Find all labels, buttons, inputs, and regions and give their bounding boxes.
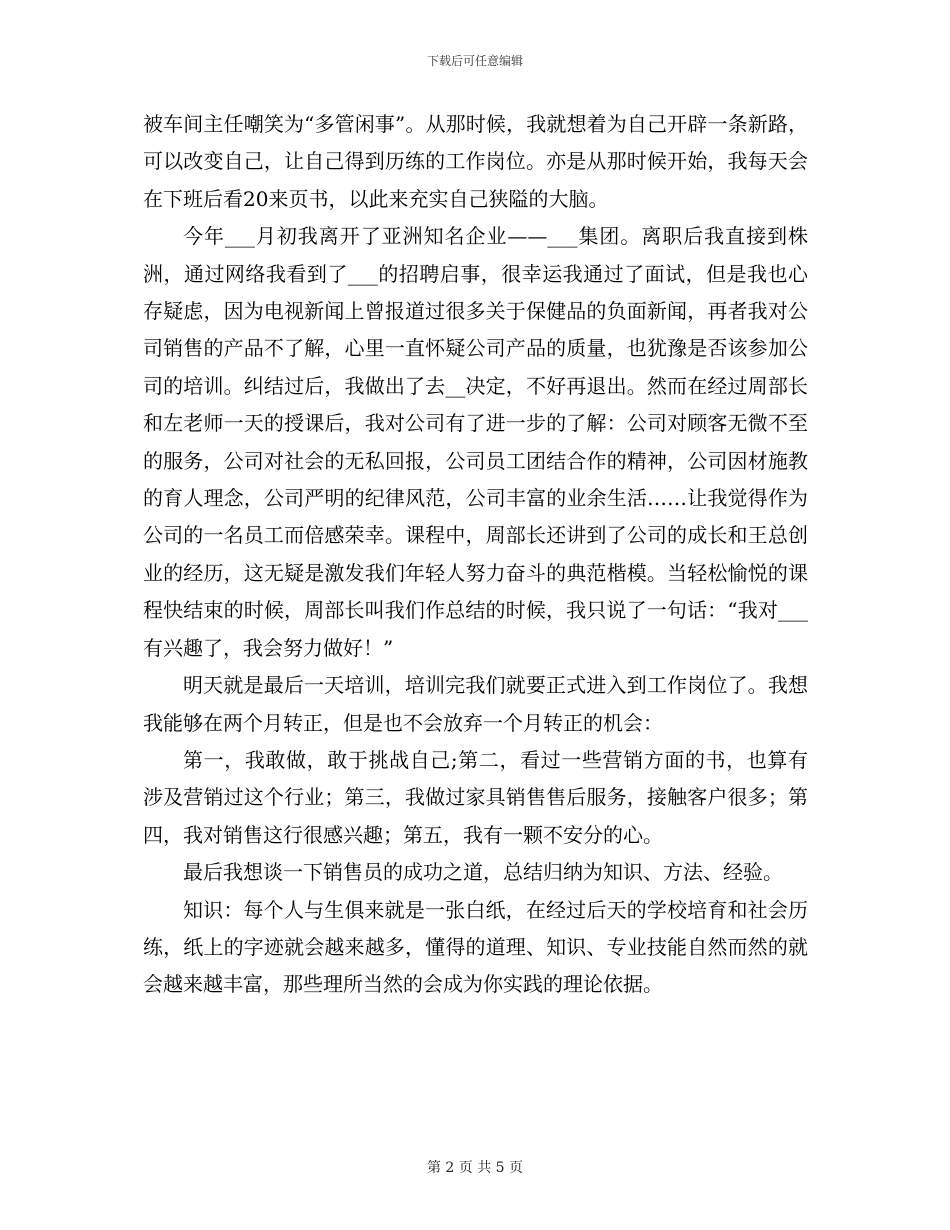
page-header: 下载后可任意编辑 xyxy=(426,54,523,68)
paragraph-3: 明天就是最后一天培训，培训完我们就要正式进入到工作岗位了。我想我能够在两个月转正，但是也不会放弃一个月转正的机会： xyxy=(143,673,808,735)
paragraph-2: 今年___月初我离开了亚洲知名企业——___集团。离职后我直接到株洲，通过网络我看到了___的招聘启事，很幸运我通过了面试，但是我也心存疑虑，因为电视新闻上曾报道过很多关于保健品的负面新闻，再者我对公司销售的产品不了解，心里一直怀疑公司产品的质量，也犹豫是否该参加公司的培训。纠结过后，我做出了去__决定，不好再退出。然而在经过周部长和左老师一天的授课后，我对公司有了进一步的了解：公司对顾客无微不至的服务，公司对社会的无私回报，公司员工团结合作的精神，公司因材施教的育人理念，公司严明的纪律风范，公司丰富的业余生活……让我觉得作为公司的一名员工而倍感荣幸。课程中，周部长还讲到了公司的成长和王总创业的经历，这无疑是激发我们年轻人努力奋斗的典范楷模。当轻松愉悦的课程快结束的时候，周部长叫我们作总结的时候，我只说了一句话：“我对___有兴趣了，我会努力做好！” xyxy=(143,224,808,660)
paragraph-6: 知识：每个人与生俱来就是一张白纸，在经过后天的学校培育和社会历练，纸上的字迹就会越来越多，懂得的道理、知识、专业技能自然而然的就会越来越丰富，那些理所当然的会成为你实践的理论依据。 xyxy=(143,897,808,997)
page-number: 第 2 页 共 5 页 xyxy=(426,1160,524,1176)
paragraph-4: 第一，我敢做，敢于挑战自己;第二，看过一些营销方面的书，也算有涉及营销过这个行业；第三，我做过家具销售售后服务，接触客户很多；第四，我对销售这行很感兴趣；第五，我有一颗不安分的心。 xyxy=(143,747,808,847)
document-body xyxy=(143,106,808,1004)
paragraph-1: 被车间主任嘲笑为“多管闲事”。从那时候，我就想着为自己开辟一条新路，可以改变自己，让自己得到历练的工作岗位。亦是从那时候开始，我每天会在下班后看20来页书，以此来充实自己狭隘的大脑。 xyxy=(143,112,808,211)
paragraph-5: 最后我想谈一下销售员的成功之道，总结归纳为知识、方法、经验。 xyxy=(183,860,783,885)
